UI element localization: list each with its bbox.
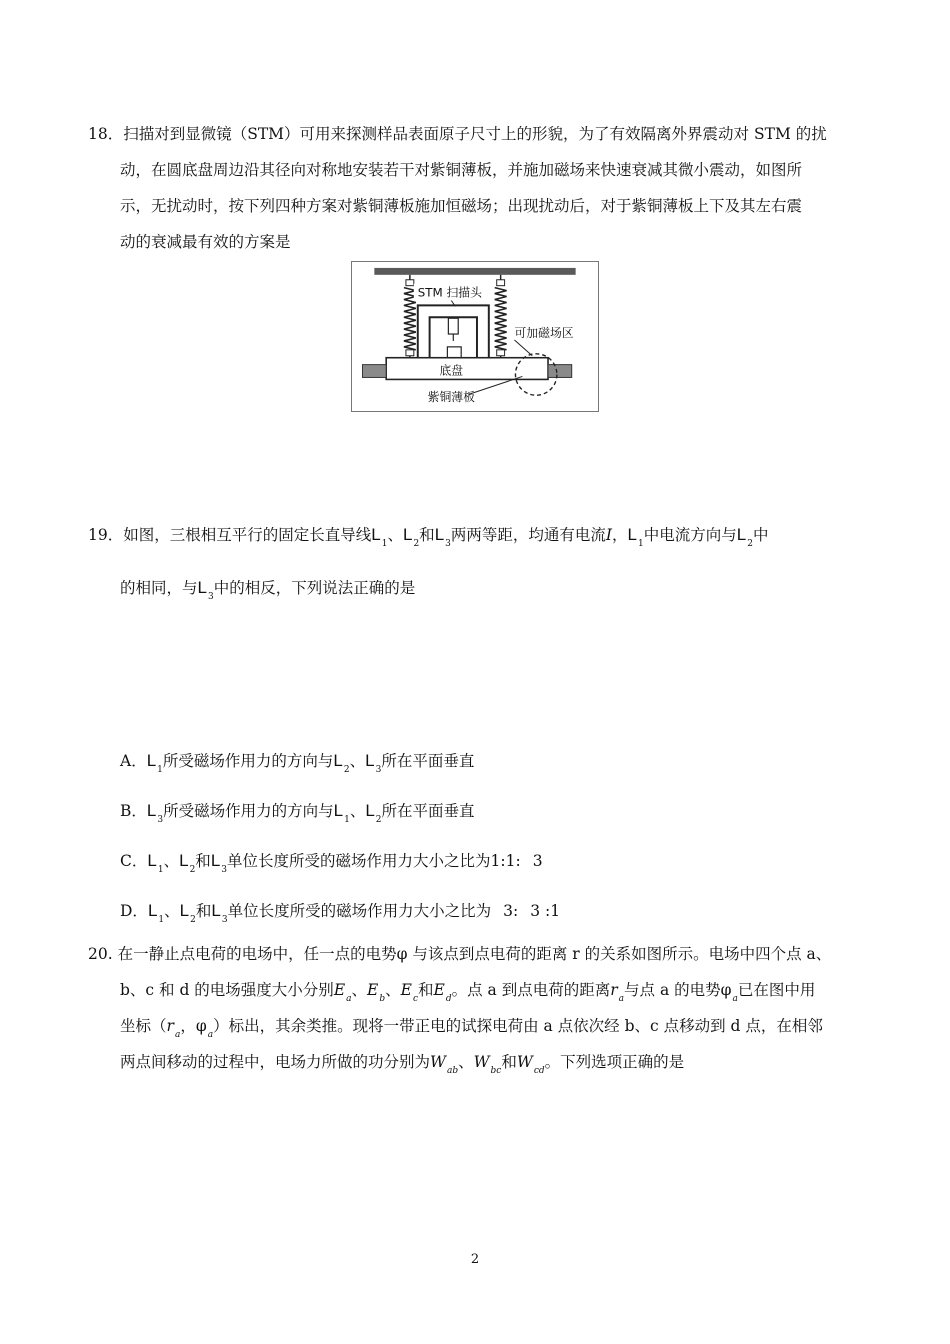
- sep: 、: [164, 902, 180, 920]
- q19-number: 19．: [88, 526, 124, 544]
- sub-1: 1: [638, 539, 644, 549]
- wire-L3: L: [365, 751, 375, 770]
- option-D-label: D．: [120, 902, 148, 920]
- and-word: 和: [501, 1053, 517, 1071]
- wire-L3: L: [211, 901, 221, 920]
- wire-L3: L: [146, 801, 157, 820]
- wire-L2: L: [365, 801, 375, 820]
- right-spring: [495, 275, 507, 358]
- sub-cd: cd: [533, 1066, 545, 1076]
- sep: 、: [349, 752, 366, 770]
- wire-L1: L: [627, 525, 638, 544]
- sub-2: 2: [413, 539, 420, 549]
- sub-a: a: [174, 1030, 181, 1040]
- sub-2: 2: [375, 815, 382, 825]
- sub-a: a: [207, 1030, 214, 1040]
- label-stm-head: STM 扫描头: [417, 285, 482, 300]
- sub-ab: ab: [446, 1066, 459, 1076]
- option-C-ratio-tail: 3: [532, 852, 543, 870]
- wire-L1: L: [333, 801, 344, 820]
- sub-1: 1: [157, 865, 164, 875]
- sub-b: b: [379, 994, 386, 1004]
- q18-line-3: 示，无扰动时，按下列四种方案对紫铜薄板施加恒磁场；出现扰动后，对于紫铜薄板上下及其左右震: [120, 197, 803, 215]
- sub-1: 1: [344, 815, 350, 825]
- sub-bc: bc: [490, 1066, 502, 1076]
- sample: [447, 347, 461, 358]
- q20-line-3: [120, 1016, 823, 1039]
- label-copper-plate: 紫铜薄板: [427, 390, 475, 405]
- sub-3: 3: [221, 865, 228, 875]
- comma: ，: [612, 526, 628, 544]
- option-B-text2: 所在平面垂直: [381, 802, 475, 820]
- q20-line-4: [120, 1052, 684, 1075]
- option-D: [120, 901, 560, 924]
- work-W: W: [430, 1053, 446, 1071]
- q20-text-work: 两点间移动的过程中，电场力所做的功分别为: [120, 1053, 431, 1071]
- sep: 、: [387, 526, 403, 544]
- stm-figure: [351, 261, 599, 412]
- option-C-ratio: 1:1:: [490, 852, 521, 870]
- sep: 、: [385, 981, 401, 999]
- option-D-ratio-1: 3:: [503, 902, 519, 920]
- q20-text-line4b: 。下列选项正确的是: [544, 1053, 685, 1071]
- label-field-region: 可加磁场区: [514, 325, 574, 340]
- option-C-label: C．: [120, 852, 148, 870]
- wire-L1: L: [147, 901, 158, 920]
- and-word: 和: [195, 902, 212, 920]
- q20-text-coord: 坐标（: [120, 1017, 167, 1035]
- wire-L1: L: [147, 851, 157, 870]
- scan-tip: [448, 318, 458, 334]
- sep: 、: [458, 1053, 474, 1071]
- wire-L2: L: [179, 851, 189, 870]
- q19-text-a: 如图，三根相互平行的固定长直导线: [123, 526, 372, 544]
- wire-L1: L: [146, 751, 157, 770]
- ceiling-bar: [374, 268, 575, 275]
- copper-plate-left: [363, 365, 387, 378]
- current-symbol: I: [605, 526, 613, 544]
- wire-L3: L: [434, 525, 445, 544]
- sub-2: 2: [343, 765, 350, 775]
- q19-text-d: 中电流方向与: [643, 526, 737, 544]
- wire-L1: L: [371, 525, 381, 544]
- q20-text-b: 。点 a 到点电荷的距离: [451, 981, 611, 999]
- q19-line-2: [120, 578, 415, 601]
- option-A: [120, 751, 474, 774]
- field-E: E: [433, 981, 445, 999]
- sub-1: 1: [157, 765, 163, 775]
- sub-2: 2: [189, 865, 196, 875]
- and-word: 和: [195, 852, 211, 870]
- wire-L2: L: [179, 901, 190, 920]
- sub-c: c: [412, 994, 419, 1004]
- label-base: 底盘: [439, 363, 464, 378]
- and-word: 和: [418, 981, 434, 999]
- sub-d: d: [445, 994, 452, 1004]
- q20-text-c: 与点 a 的电势φ: [624, 981, 732, 999]
- q20-text-a: b、c 和 d 的电场强度大小分别: [120, 981, 334, 999]
- wire-L2: L: [402, 525, 413, 544]
- q18-line-1: 18．扫描对到显微镜（STM）可用来探测样品表面原子尺寸上的形貌，为了有效隔离外界震动对 STM 的扰: [88, 125, 827, 143]
- and-word: 和: [419, 526, 435, 544]
- field-E: E: [400, 981, 412, 999]
- sep: 、: [349, 802, 366, 820]
- distance-r: r: [166, 1017, 174, 1035]
- sep: 、: [351, 981, 368, 999]
- sub-a: a: [346, 994, 352, 1004]
- wire-L3: L: [210, 851, 221, 870]
- q20-line-2: [120, 980, 815, 1003]
- distance-r: r: [610, 981, 618, 999]
- sub-3: 3: [157, 815, 164, 825]
- option-B-text1: 所受磁场作用力的方向与: [163, 802, 334, 820]
- sub-2: 2: [190, 915, 196, 925]
- option-C: [120, 851, 543, 874]
- q19-text-line2a: 的相同，与: [120, 579, 198, 597]
- q19-text-e: 中: [752, 526, 769, 544]
- q20-text-line3b: ）标出，其余类推。现将一带正电的试探电荷由 a 点依次经 b、c 点移动到 d 点，在相邻: [213, 1017, 823, 1035]
- option-A-label: A．: [120, 752, 147, 770]
- sub-3: 3: [445, 539, 451, 549]
- wire-L3: L: [197, 578, 207, 597]
- sub-2: 2: [747, 539, 753, 549]
- sub-1: 1: [158, 915, 165, 925]
- sub-3: 3: [221, 915, 228, 925]
- option-A-text2: 所在平面垂直: [381, 752, 475, 770]
- wire-L2: L: [736, 525, 747, 544]
- sub-3: 3: [375, 765, 382, 775]
- sub-a: a: [732, 994, 738, 1004]
- option-D-ratio-2: 3 :1: [530, 902, 561, 920]
- field-E: E: [367, 981, 379, 999]
- potential-phi: φ: [195, 1017, 207, 1035]
- sub-1: 1: [381, 539, 388, 549]
- base-plate: [386, 358, 548, 380]
- wire-L2: L: [333, 751, 343, 770]
- q18-line-4: 动的衰减最有效的方案是: [120, 233, 291, 251]
- comma: ，: [180, 1017, 196, 1035]
- option-C-text1: 单位长度所受的磁场作用力大小之比为: [227, 852, 491, 870]
- q19-line-1: [88, 525, 768, 548]
- option-A-text1: 所受磁场作用力的方向与: [162, 752, 334, 770]
- copper-plate-right: [548, 365, 572, 378]
- q18-line-2: 动，在圆底盘周边沿其径向对称地安装若干对紫铜薄板，并施加磁场来快速衰减其微小震动，如图所: [120, 161, 803, 179]
- q19-text-b: 两两等距，均通有电流: [450, 526, 606, 544]
- work-W: W: [516, 1053, 533, 1071]
- sub-3: 3: [207, 592, 214, 602]
- q20-line-1: 20. 在一静止点电荷的电场中，任一点的电势φ 与该点到点电荷的距离 r 的关系如图所示。电场中四个点 a、: [88, 945, 832, 963]
- option-B-label: B．: [120, 802, 147, 820]
- sep: 、: [163, 852, 180, 870]
- q19-text-line2b: 中的相反，下列说法正确的是: [213, 579, 416, 597]
- field-E: E: [333, 981, 346, 999]
- page-number: 2: [470, 1252, 480, 1267]
- option-B: [120, 801, 475, 824]
- option-D-text1: 单位长度所受的磁场作用力大小之比为: [227, 902, 492, 920]
- sub-a: a: [618, 994, 625, 1004]
- stm-diagram: [352, 262, 598, 411]
- work-W: W: [473, 1053, 490, 1071]
- q20-text-d: 已在图中用: [737, 981, 816, 999]
